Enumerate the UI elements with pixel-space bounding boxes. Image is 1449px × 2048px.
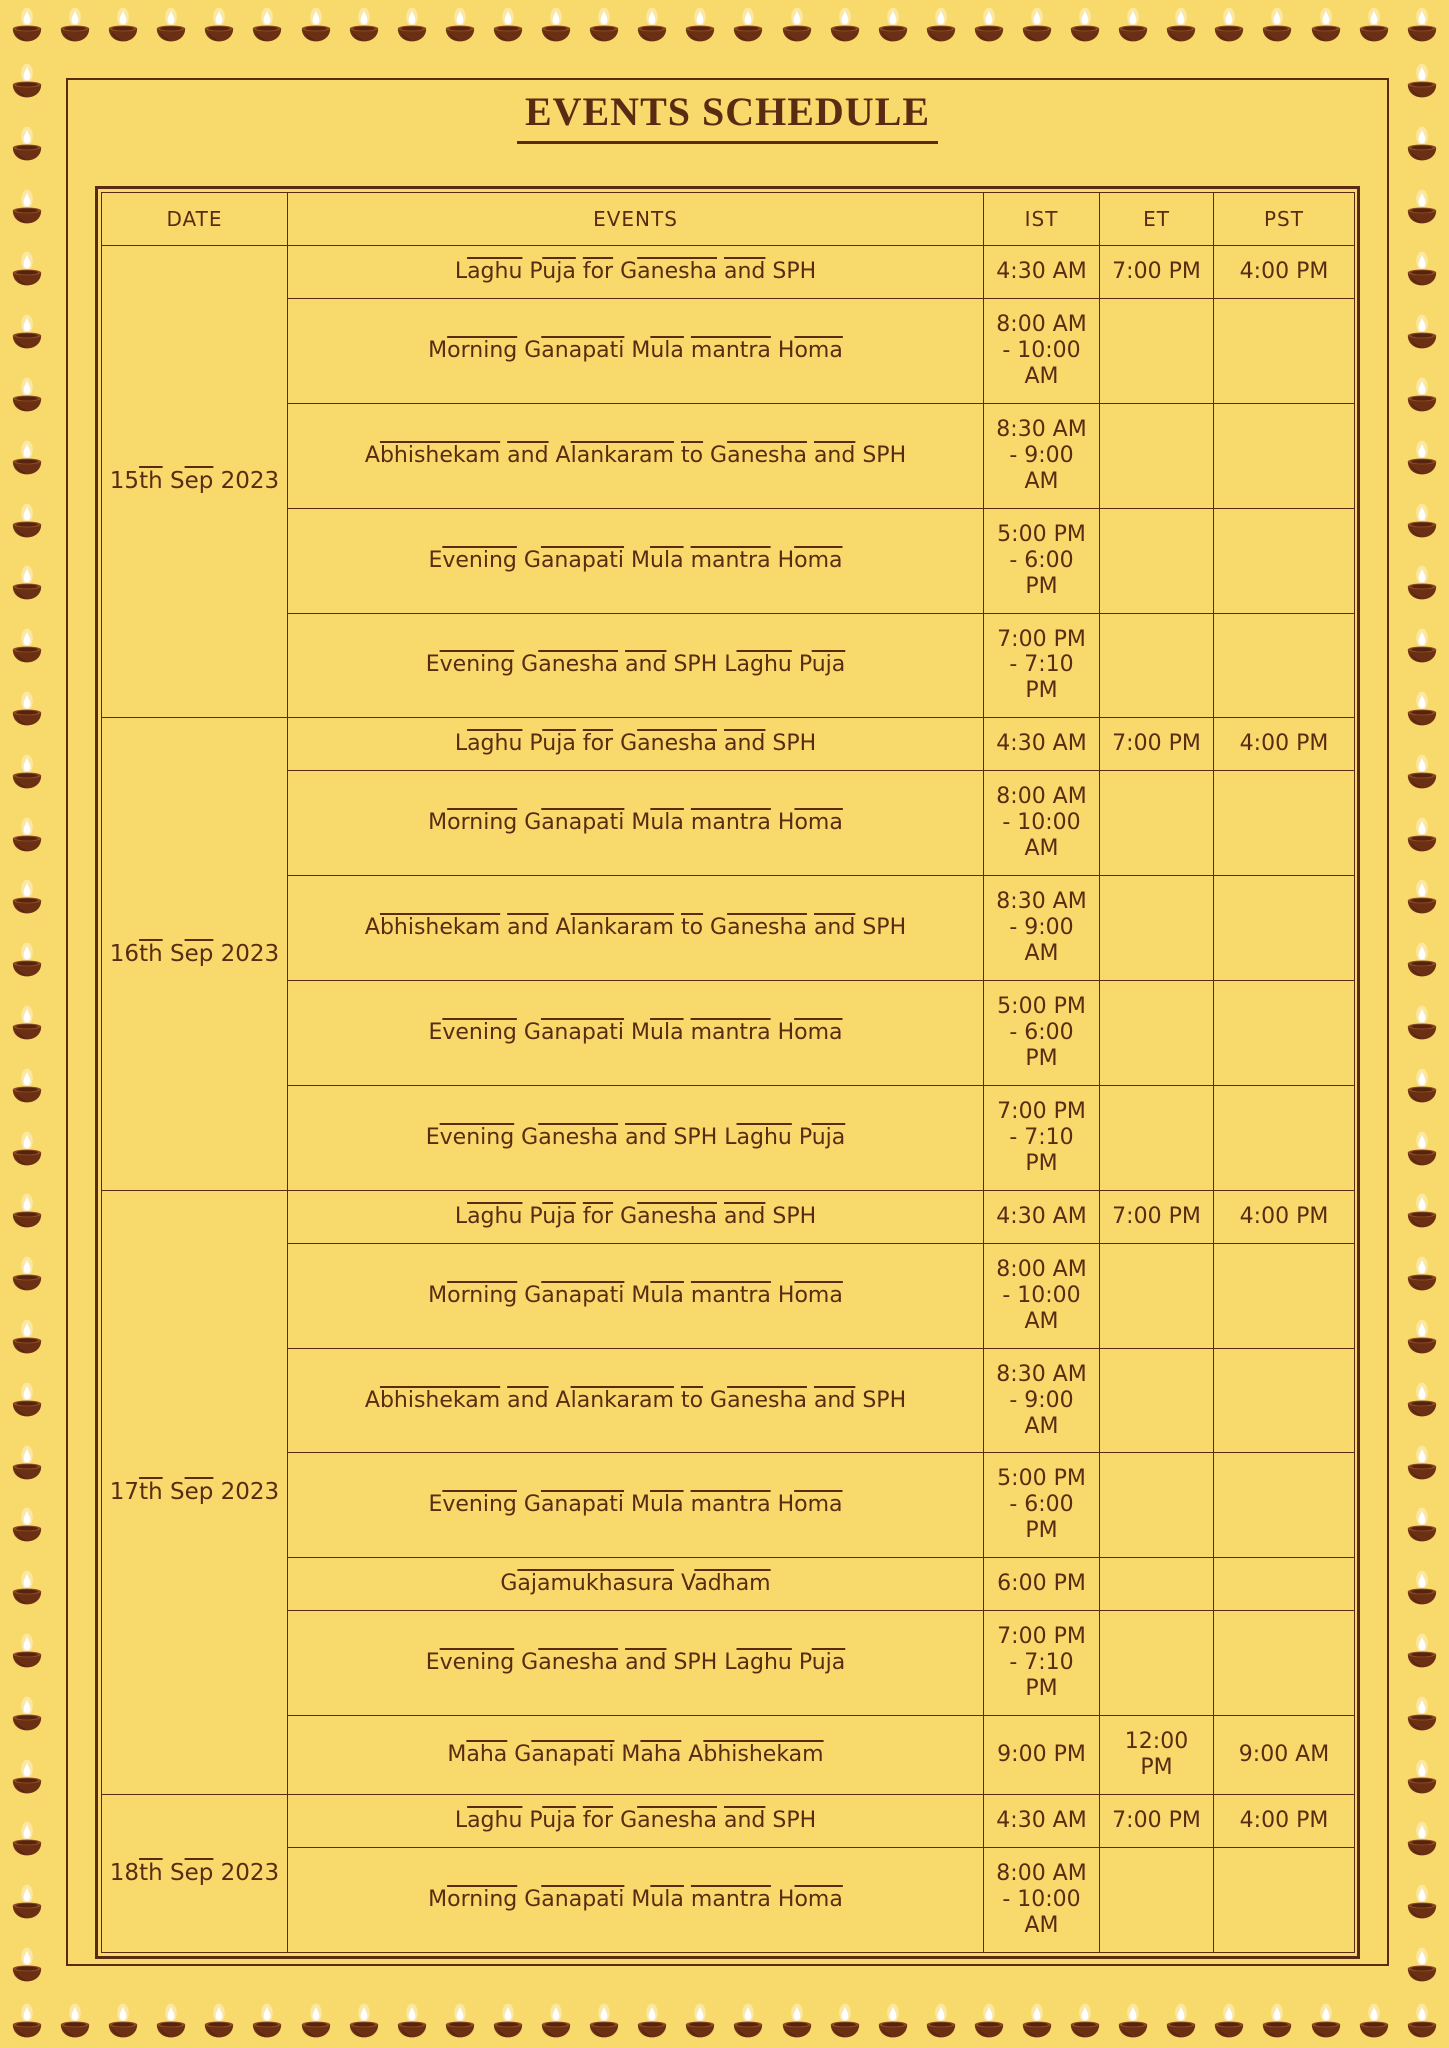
diya-lamp-icon xyxy=(1260,6,1294,46)
pst-cell: 9:00 AM xyxy=(1214,1716,1355,1795)
diya-lamp-icon xyxy=(780,2002,814,2042)
diya-lamp-icon xyxy=(1164,2002,1198,2042)
diya-lamp-icon xyxy=(1405,690,1439,730)
diya-lamp-icon xyxy=(1405,250,1439,290)
et-cell xyxy=(1100,1348,1214,1453)
diya-lamp-icon xyxy=(1260,2002,1294,2042)
column-header-events: EVENTS xyxy=(288,193,984,246)
table-row xyxy=(102,1611,1355,1716)
et-cell: 7:00 PM xyxy=(1100,246,1214,299)
event-cell: Morning Ganapati $M\overline{ula}$ mantra $H\overline{oma}$ xyxy=(288,771,984,876)
pst-cell xyxy=(1214,1453,1355,1558)
table-row xyxy=(102,718,1355,771)
table-row xyxy=(102,298,1355,403)
diya-lamp-icon xyxy=(10,1506,44,1546)
diya-lamp-icon xyxy=(106,6,140,46)
diya-lamp-icon xyxy=(1309,2002,1343,2042)
diya-lamp-icon xyxy=(299,2002,333,2042)
diya-lamp-icon xyxy=(10,1067,44,1107)
et-cell: 12:00 PM xyxy=(1100,1716,1214,1795)
diya-lamp-icon xyxy=(10,1130,44,1170)
diya-lamp-icon xyxy=(395,2002,429,2042)
diya-lamp-icon xyxy=(250,6,284,46)
diya-lamp-icon xyxy=(1405,1883,1439,1923)
event-cell: Laghu $P\overline{uja}$ $\overline{for}$ Ganesha $\overline{and}$ SPH xyxy=(288,246,984,299)
diya-lamp-icon xyxy=(1405,564,1439,604)
diya-lamp-icon xyxy=(202,2002,236,2042)
diya-lamp-icon xyxy=(10,1318,44,1358)
diya-lamp-icon xyxy=(154,6,188,46)
table-row xyxy=(102,613,1355,718)
diya-lamp-icon xyxy=(491,6,525,46)
diya-lamp-icon xyxy=(828,2002,862,2042)
diya-lamp-icon xyxy=(1357,6,1391,46)
schedule-table xyxy=(95,186,1360,1959)
diya-lamp-icon xyxy=(1405,439,1439,479)
event-cell: Morning Ganapati $M\overline{ula}$ mantra $H\overline{oma}$ xyxy=(288,1243,984,1348)
diya-lamp-icon xyxy=(154,2002,188,2042)
diya-lamp-icon xyxy=(10,564,44,604)
diya-lamp-icon xyxy=(876,2002,910,2042)
diya-lamp-icon xyxy=(10,1883,44,1923)
diya-lamp-icon xyxy=(10,1192,44,1232)
ist-cell: 8:30 AM - 9:00 AM xyxy=(984,403,1100,508)
diya-lamp-icon xyxy=(1405,1067,1439,1107)
date-cell: $17\overline{th}$ $S\overline{ep}$ 2023 xyxy=(102,1190,288,1794)
pst-cell xyxy=(1214,981,1355,1086)
column-header-date: DATE xyxy=(102,193,288,246)
diya-lamp-icon xyxy=(731,6,765,46)
diya-lamp-icon xyxy=(1020,6,1054,46)
ist-cell: 8:30 AM - 9:00 AM xyxy=(984,1348,1100,1453)
event-cell: Evening Ganesha $\overline{and}$ SPH Laghu $P\overline{uja}$ xyxy=(288,1085,984,1190)
table-row xyxy=(102,1847,1355,1952)
diya-lamp-icon xyxy=(10,1569,44,1609)
ist-cell: 8:00 AM - 10:00 AM xyxy=(984,298,1100,403)
diya-lamp-icon xyxy=(1020,2002,1054,2042)
et-cell xyxy=(1100,771,1214,876)
diya-lamp-icon xyxy=(202,6,236,46)
diya-lamp-icon xyxy=(1405,1130,1439,1170)
column-header-et: ET xyxy=(1100,193,1214,246)
diya-lamp-icon xyxy=(299,6,333,46)
diya-lamp-icon xyxy=(10,125,44,165)
diya-lamp-icon xyxy=(491,2002,525,2042)
diya-lamp-icon xyxy=(347,2002,381,2042)
ist-cell: 5:00 PM - 6:00 PM xyxy=(984,981,1100,1086)
pst-cell: 4:00 PM xyxy=(1214,1190,1355,1243)
event-cell: Morning Ganapati $M\overline{ula}$ mantra $H\overline{oma}$ xyxy=(288,298,984,403)
et-cell xyxy=(1100,403,1214,508)
diya-lamp-icon xyxy=(10,753,44,793)
diya-border-right xyxy=(1402,62,1442,1986)
diya-lamp-icon xyxy=(10,1820,44,1860)
et-cell xyxy=(1100,1453,1214,1558)
et-cell xyxy=(1100,1558,1214,1611)
et-cell xyxy=(1100,298,1214,403)
event-cell: Gajamukhasura Vadham xyxy=(288,1558,984,1611)
diya-lamp-icon xyxy=(972,6,1006,46)
diya-lamp-icon xyxy=(1405,1506,1439,1546)
diya-lamp-icon xyxy=(10,690,44,730)
diya-lamp-icon xyxy=(1405,878,1439,918)
ist-cell: 8:30 AM - 9:00 AM xyxy=(984,876,1100,981)
event-cell: Laghu $P\overline{uja}$ $\overline{for}$ Ganesha $\overline{and}$ SPH xyxy=(288,1795,984,1848)
table-row xyxy=(102,1795,1355,1848)
diya-lamp-icon xyxy=(539,6,573,46)
diya-lamp-icon xyxy=(10,816,44,856)
ist-cell: 7:00 PM - 7:10 PM xyxy=(984,1085,1100,1190)
diya-lamp-icon xyxy=(10,188,44,228)
pst-cell xyxy=(1214,876,1355,981)
pst-cell xyxy=(1214,1847,1355,1952)
column-header-ist: IST xyxy=(984,193,1100,246)
diya-lamp-icon xyxy=(1116,2002,1150,2042)
diya-lamp-icon xyxy=(780,6,814,46)
ist-cell: 7:00 PM - 7:10 PM xyxy=(984,613,1100,718)
ist-cell: 7:00 PM - 7:10 PM xyxy=(984,1611,1100,1716)
ist-cell: 4:30 AM xyxy=(984,718,1100,771)
pst-cell xyxy=(1214,1243,1355,1348)
et-cell xyxy=(1100,876,1214,981)
table-row xyxy=(102,1190,1355,1243)
pst-cell xyxy=(1214,1085,1355,1190)
date-cell: $15\overline{th}$ $S\overline{ep}$ 2023 xyxy=(102,246,288,718)
title-area xyxy=(68,88,1387,144)
diya-lamp-icon xyxy=(58,6,92,46)
et-cell xyxy=(1100,1243,1214,1348)
diya-lamp-icon xyxy=(1405,1444,1439,1484)
diya-lamp-icon xyxy=(1405,188,1439,228)
pst-cell: 4:00 PM xyxy=(1214,718,1355,771)
diya-lamp-icon xyxy=(683,2002,717,2042)
diya-lamp-icon xyxy=(731,2002,765,2042)
table-row xyxy=(102,246,1355,299)
diya-lamp-icon xyxy=(1405,313,1439,353)
diya-lamp-icon xyxy=(10,1695,44,1735)
pst-cell xyxy=(1214,1558,1355,1611)
diya-lamp-icon xyxy=(1405,1820,1439,1860)
diya-lamp-icon xyxy=(1405,1632,1439,1672)
diya-lamp-icon xyxy=(1405,1569,1439,1609)
pst-cell: 4:00 PM xyxy=(1214,1795,1355,1848)
diya-lamp-icon xyxy=(10,6,44,46)
diya-border-bottom xyxy=(10,2002,1439,2042)
page-title: EVENTS SCHEDULE xyxy=(517,88,938,144)
diya-lamp-icon xyxy=(828,6,862,46)
et-cell xyxy=(1100,981,1214,1086)
table-row xyxy=(102,508,1355,613)
diya-lamp-icon xyxy=(443,6,477,46)
et-cell: 7:00 PM xyxy=(1100,718,1214,771)
event-cell: Abhishekam $\overline{and}$ Alankaram $\overline{to}$ Ganesha $\overline{and}$ SPH xyxy=(288,403,984,508)
diya-lamp-icon xyxy=(347,6,381,46)
pst-cell xyxy=(1214,508,1355,613)
diya-lamp-icon xyxy=(1405,1946,1439,1986)
diya-lamp-icon xyxy=(1405,941,1439,981)
pst-cell xyxy=(1214,403,1355,508)
diya-lamp-icon xyxy=(10,1004,44,1044)
ist-cell: 5:00 PM - 6:00 PM xyxy=(984,1453,1100,1558)
diya-lamp-icon xyxy=(1405,6,1439,46)
diya-border-top xyxy=(10,6,1439,46)
diya-lamp-icon xyxy=(1405,1381,1439,1421)
et-cell: 7:00 PM xyxy=(1100,1795,1214,1848)
diya-lamp-icon xyxy=(924,6,958,46)
diya-lamp-icon xyxy=(635,6,669,46)
pst-cell: 4:00 PM xyxy=(1214,246,1355,299)
diya-lamp-icon xyxy=(1212,2002,1246,2042)
diya-lamp-icon xyxy=(106,2002,140,2042)
table-row xyxy=(102,1716,1355,1795)
events-table xyxy=(101,192,1355,1953)
diya-lamp-icon xyxy=(10,250,44,290)
diya-lamp-icon xyxy=(1357,2002,1391,2042)
diya-lamp-icon xyxy=(635,2002,669,2042)
diya-lamp-icon xyxy=(683,6,717,46)
ist-cell: 6:00 PM xyxy=(984,1558,1100,1611)
diya-lamp-icon xyxy=(10,627,44,667)
event-cell: Abhishekam $\overline{and}$ Alankaram $\overline{to}$ Ganesha $\overline{and}$ SPH xyxy=(288,1348,984,1453)
table-row xyxy=(102,1085,1355,1190)
diya-lamp-icon xyxy=(10,2002,44,2042)
et-cell xyxy=(1100,1847,1214,1952)
ist-cell: 4:30 AM xyxy=(984,1795,1100,1848)
diya-lamp-icon xyxy=(1405,1192,1439,1232)
diya-lamp-icon xyxy=(10,1946,44,1986)
diya-lamp-icon xyxy=(1405,2002,1439,2042)
date-cell: $16\overline{th}$ $S\overline{ep}$ 2023 xyxy=(102,718,288,1190)
diya-lamp-icon xyxy=(1405,1255,1439,1295)
et-cell: 7:00 PM xyxy=(1100,1190,1214,1243)
pst-cell xyxy=(1214,1611,1355,1716)
pst-cell xyxy=(1214,771,1355,876)
ist-cell: 8:00 AM - 10:00 AM xyxy=(984,771,1100,876)
event-cell: Morning Ganapati $M\overline{ula}$ mantra $H\overline{oma}$ xyxy=(288,1847,984,1952)
ist-cell: 5:00 PM - 6:00 PM xyxy=(984,508,1100,613)
pst-cell xyxy=(1214,298,1355,403)
event-cell: Evening Ganapati $M\overline{ula}$ mantra $H\overline{oma}$ xyxy=(288,1453,984,1558)
diya-lamp-icon xyxy=(1068,2002,1102,2042)
table-row xyxy=(102,1348,1355,1453)
table-row xyxy=(102,403,1355,508)
pst-cell xyxy=(1214,1348,1355,1453)
diya-lamp-icon xyxy=(10,313,44,353)
diya-lamp-icon xyxy=(58,2002,92,2042)
table-row xyxy=(102,981,1355,1086)
diya-lamp-icon xyxy=(395,6,429,46)
diya-lamp-icon xyxy=(1405,502,1439,542)
diya-lamp-icon xyxy=(1116,6,1150,46)
diya-lamp-icon xyxy=(1405,1004,1439,1044)
decorative-frame xyxy=(66,78,1389,1966)
diya-lamp-icon xyxy=(876,6,910,46)
et-cell xyxy=(1100,1611,1214,1716)
event-cell: Evening Ganapati $M\overline{ula}$ mantra $H\overline{oma}$ xyxy=(288,981,984,1086)
diya-lamp-icon xyxy=(972,2002,1006,2042)
diya-lamp-icon xyxy=(10,502,44,542)
table-row xyxy=(102,876,1355,981)
column-header-pst: PST xyxy=(1214,193,1355,246)
event-cell: Evening Ganesha $\overline{and}$ SPH Laghu $P\overline{uja}$ xyxy=(288,1611,984,1716)
diya-lamp-icon xyxy=(10,941,44,981)
diya-lamp-icon xyxy=(587,2002,621,2042)
ist-cell: 8:00 AM - 10:00 AM xyxy=(984,1243,1100,1348)
table-header-row xyxy=(102,193,1355,246)
diya-lamp-icon xyxy=(1405,627,1439,667)
diya-lamp-icon xyxy=(10,62,44,102)
diya-lamp-icon xyxy=(1405,816,1439,856)
diya-lamp-icon xyxy=(924,2002,958,2042)
diya-lamp-icon xyxy=(1405,1758,1439,1798)
ist-cell: 4:30 AM xyxy=(984,1190,1100,1243)
et-cell xyxy=(1100,613,1214,718)
diya-lamp-icon xyxy=(539,2002,573,2042)
diya-lamp-icon xyxy=(443,2002,477,2042)
diya-border-left xyxy=(7,62,47,1986)
diya-lamp-icon xyxy=(1405,1318,1439,1358)
diya-lamp-icon xyxy=(10,1381,44,1421)
pst-cell xyxy=(1214,613,1355,718)
et-cell xyxy=(1100,1085,1214,1190)
diya-lamp-icon xyxy=(1309,6,1343,46)
diya-lamp-icon xyxy=(1405,376,1439,416)
diya-lamp-icon xyxy=(1405,125,1439,165)
diya-lamp-icon xyxy=(10,439,44,479)
diya-lamp-icon xyxy=(10,1758,44,1798)
diya-lamp-icon xyxy=(1068,6,1102,46)
event-cell: Abhishekam $\overline{and}$ Alankaram $\overline{to}$ Ganesha $\overline{and}$ SPH xyxy=(288,876,984,981)
ist-cell: 8:00 AM - 10:00 AM xyxy=(984,1847,1100,1952)
diya-lamp-icon xyxy=(1405,1695,1439,1735)
date-cell: $18\overline{th}$ $S\overline{ep}$ 2023 xyxy=(102,1795,288,1953)
diya-lamp-icon xyxy=(10,1632,44,1672)
event-cell: $M\overline{aha}$ Ganapati $M\overline{aha}$ Abhishekam xyxy=(288,1716,984,1795)
diya-lamp-icon xyxy=(10,1444,44,1484)
event-cell: Laghu $P\overline{uja}$ $\overline{for}$ Ganesha $\overline{and}$ SPH xyxy=(288,718,984,771)
diya-lamp-icon xyxy=(1212,6,1246,46)
diya-lamp-icon xyxy=(1164,6,1198,46)
diya-lamp-icon xyxy=(10,376,44,416)
event-cell: Evening Ganapati $M\overline{ula}$ mantra $H\overline{oma}$ xyxy=(288,508,984,613)
diya-lamp-icon xyxy=(10,878,44,918)
table-row xyxy=(102,771,1355,876)
table-row xyxy=(102,1243,1355,1348)
et-cell xyxy=(1100,508,1214,613)
diya-lamp-icon xyxy=(10,1255,44,1295)
diya-lamp-icon xyxy=(1405,753,1439,793)
table-row xyxy=(102,1558,1355,1611)
event-cell: Evening Ganesha $\overline{and}$ SPH Laghu $P\overline{uja}$ xyxy=(288,613,984,718)
ist-cell: 4:30 AM xyxy=(984,246,1100,299)
diya-lamp-icon xyxy=(587,6,621,46)
diya-lamp-icon xyxy=(250,2002,284,2042)
event-cell: Laghu $P\overline{uja}$ $\overline{for}$ Ganesha $\overline{and}$ SPH xyxy=(288,1190,984,1243)
table-row xyxy=(102,1453,1355,1558)
diya-lamp-icon xyxy=(1405,62,1439,102)
ist-cell: 9:00 PM xyxy=(984,1716,1100,1795)
